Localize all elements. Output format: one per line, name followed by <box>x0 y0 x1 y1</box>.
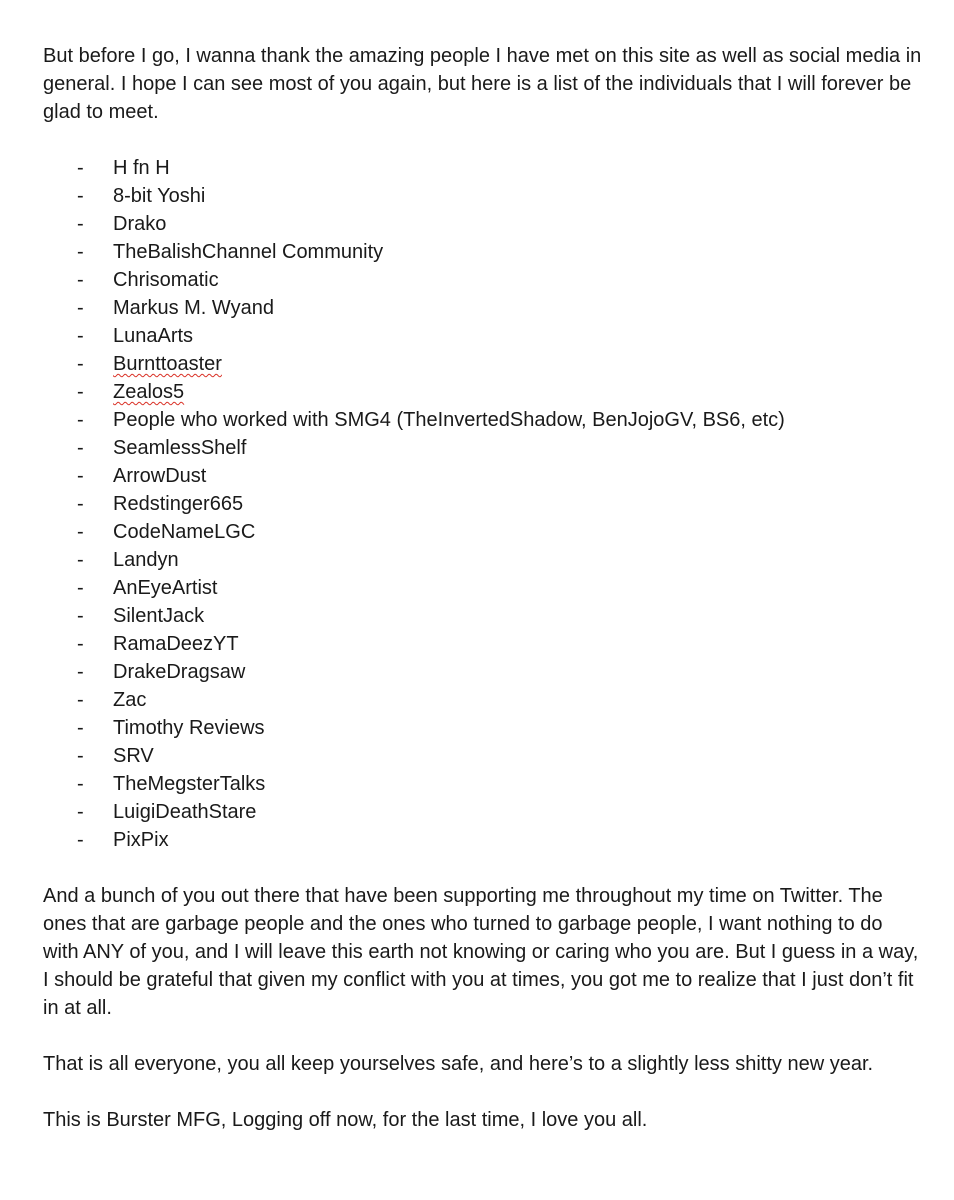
list-item-text: Drako <box>113 213 167 235</box>
list-item <box>43 602 954 630</box>
names-list <box>43 154 954 854</box>
list-item-text: PixPix <box>113 829 169 851</box>
farewell-paragraph: That is all everyone, you all keep yourselves safe, and here’s to a slightly less shitty new year. <box>43 1053 874 1075</box>
list-item-text: RamaDeezYT <box>113 633 239 655</box>
list-item-text: ArrowDust <box>113 465 207 487</box>
list-item <box>43 574 954 602</box>
list-item <box>43 238 954 266</box>
intro-paragraph: But before I go, I wanna thank the amazing people I have met on this site as well as social media in general. I hope I can see most of you again, but here is a list of the individuals that I will forever be glad to meet. <box>43 45 922 123</box>
bullet-dash: - <box>77 437 84 459</box>
list-item-text: TheMegsterTalks <box>113 773 266 795</box>
list-item <box>43 742 954 770</box>
bullet-dash: - <box>77 157 84 179</box>
bullet-dash: - <box>77 297 84 319</box>
bullet-dash: - <box>77 213 84 235</box>
bullet-dash: - <box>77 521 84 543</box>
bullet-dash: - <box>77 605 84 627</box>
bullet-dash: - <box>77 549 84 571</box>
bullet-dash: - <box>77 409 84 431</box>
list-item-text: Redstinger665 <box>113 493 244 515</box>
list-item-text: Timothy Reviews <box>113 717 265 739</box>
bullet-dash: - <box>77 717 84 739</box>
list-item-text: SRV <box>113 745 154 767</box>
list-item-text: TheBalishChannel Community <box>113 241 384 263</box>
list-item-text: SilentJack <box>113 605 205 627</box>
list-item <box>43 210 954 238</box>
signoff-paragraph: This is Burster MFG, Logging off now, for the last time, I love you all. <box>43 1109 648 1131</box>
list-item-text: Landyn <box>113 549 179 571</box>
list-item <box>43 630 954 658</box>
bullet-dash: - <box>77 745 84 767</box>
list-item-text: H fn H <box>113 157 170 179</box>
list-item <box>43 546 954 574</box>
spacer <box>43 1022 954 1050</box>
list-item <box>43 518 954 546</box>
list-item-text: 8-bit Yoshi <box>113 185 206 207</box>
list-item <box>43 798 954 826</box>
list-item-text: Chrisomatic <box>113 269 219 291</box>
list-item-text: CodeNameLGC <box>113 521 256 543</box>
list-item <box>43 770 954 798</box>
list-item <box>43 490 954 518</box>
list-item <box>43 350 954 378</box>
bullet-dash: - <box>77 801 84 823</box>
bullet-dash: - <box>77 269 84 291</box>
bullet-dash: - <box>77 689 84 711</box>
twitter-paragraph: And a bunch of you out there that have been supporting me throughout my time on Twitter. The ones that are garbage people and the ones who turned to garbage people, I want nothing to do with ANY of you, and I will leave this earth not knowing or caring who you are. But I guess in a way, I should be grateful that given my conflict with you at times, you got me to realize that I just don’t fit in at all. <box>43 885 919 1019</box>
bullet-dash: - <box>77 185 84 207</box>
list-item <box>43 182 954 210</box>
list-item-text: SeamlessShelf <box>113 437 247 459</box>
bullet-dash: - <box>77 633 84 655</box>
spacer <box>43 126 954 154</box>
bullet-dash: - <box>77 577 84 599</box>
list-item-text: Burnttoaster <box>113 353 222 375</box>
spacer <box>43 1078 954 1106</box>
list-item <box>43 434 954 462</box>
list-item <box>43 826 954 854</box>
list-item-text: Zealos5 <box>113 381 185 403</box>
spacer <box>43 854 954 882</box>
list-item <box>43 378 954 406</box>
bullet-dash: - <box>77 381 84 403</box>
list-item <box>43 686 954 714</box>
list-item <box>43 294 954 322</box>
list-item-text: LuigiDeathStare <box>113 801 257 823</box>
bullet-dash: - <box>77 465 84 487</box>
list-item-text: Markus M. Wyand <box>113 297 274 319</box>
bullet-dash: - <box>77 493 84 515</box>
list-item-text: DrakeDragsaw <box>113 661 246 683</box>
bullet-dash: - <box>77 661 84 683</box>
list-item-text: Zac <box>113 689 147 711</box>
list-item-text: People who worked with SMG4 (TheInvertedShadow, BenJojoGV, BS6, etc) <box>113 409 785 431</box>
bullet-dash: - <box>77 829 84 851</box>
list-item-text: AnEyeArtist <box>113 577 218 599</box>
bullet-dash: - <box>77 325 84 347</box>
list-item-text: LunaArts <box>113 325 194 347</box>
bullet-dash: - <box>77 241 84 263</box>
list-item <box>43 266 954 294</box>
list-item <box>43 714 954 742</box>
list-item <box>43 322 954 350</box>
list-item <box>43 658 954 686</box>
bullet-dash: - <box>77 773 84 795</box>
list-item <box>43 462 954 490</box>
bullet-dash: - <box>77 353 84 375</box>
list-item <box>43 154 954 182</box>
list-item <box>43 406 954 434</box>
